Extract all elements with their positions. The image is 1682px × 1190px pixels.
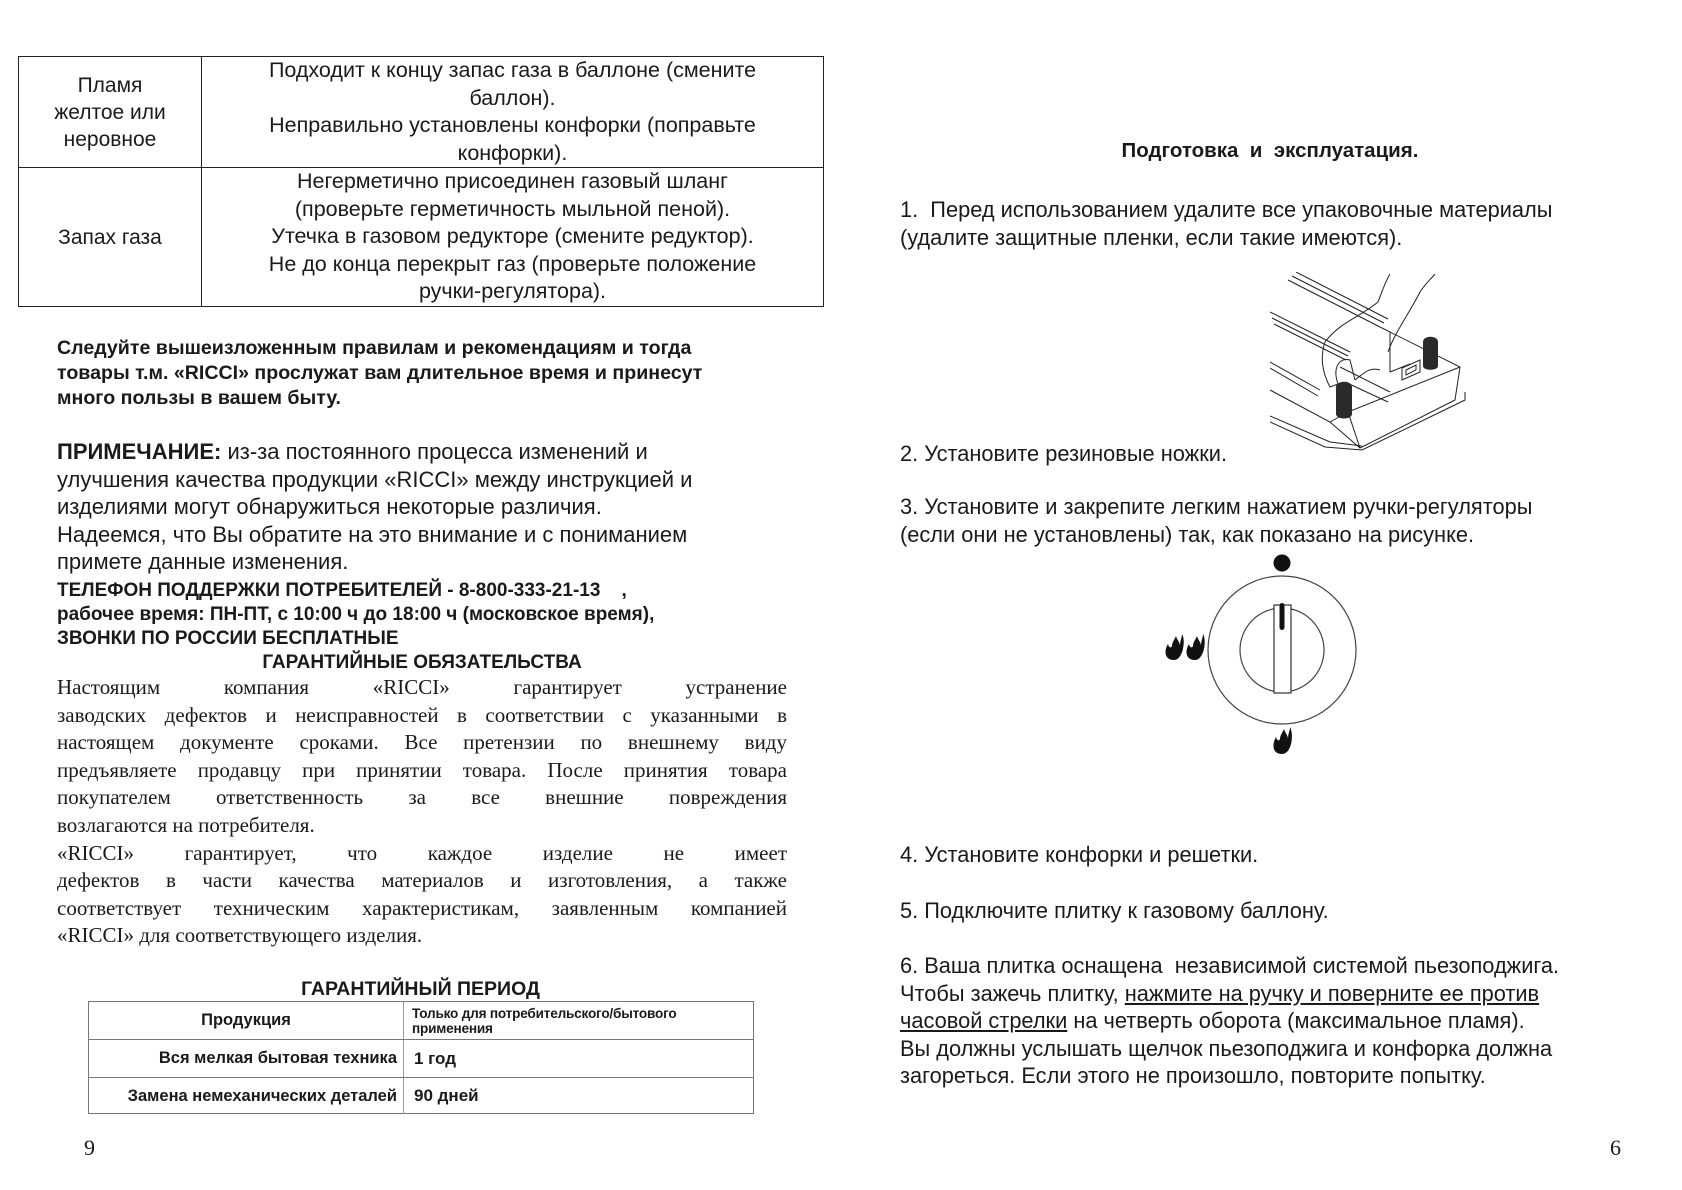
table-row — [19, 57, 823, 168]
support-hours: рабочее время: ПН-ПТ, с 10:00 ч до 18:00 ч (московское время), — [57, 604, 655, 625]
text-line: 1. Перед использованием удалите все упаковочные материалы — [900, 197, 1553, 222]
text-line: много пользы в вашем быту. — [57, 387, 341, 409]
notice-text: из-за постоянного процесса изменений и — [221, 439, 648, 464]
text-plain: на четверть оборота (максимальное пламя). — [1067, 1008, 1525, 1033]
column-header: Только для потребительского/бытового применения — [412, 1005, 677, 1036]
text-line — [57, 438, 817, 466]
troubleshooting-table — [18, 56, 824, 307]
text-line: улучшения качества продукции «RICCI» между инструкцией и — [57, 466, 693, 492]
cell-line: Негерметично присоединен газовый шланг — [297, 169, 728, 194]
table-row — [19, 168, 823, 306]
text-line: настоящем документе сроками. Все претензии по внешнему виду — [57, 730, 787, 755]
text-emphasis: нажмите на ручку и поверните ее против — [1124, 980, 1540, 1006]
notice-paragraph — [57, 438, 817, 576]
step-3 — [900, 493, 1670, 548]
cell-line: неровное — [63, 127, 157, 151]
warranty-paragraph-2 — [57, 840, 787, 950]
cause-cell — [202, 168, 823, 306]
text-line: (если они не установлены) так, как показано на рисунке. — [900, 521, 1475, 547]
support-free-calls: ЗВОНКИ ПО РОССИИ БЕСПЛАТНЫЕ — [57, 628, 399, 649]
problem-cell — [19, 57, 202, 167]
warranty-heading: ГАРАНТИЙНЫЕ ОБЯЗАТЕЛЬСТВА — [262, 652, 582, 673]
support-info — [57, 579, 817, 651]
knob-diagram — [1150, 550, 1430, 770]
period-cell: 90 дней — [414, 1086, 479, 1105]
cell-line: Запах газа — [58, 225, 162, 249]
step-5: 5. Подключите плитку к газовому баллону. — [900, 898, 1329, 923]
text-line: заводских дефектов и неисправностей в соответствии с указанными в — [57, 702, 787, 727]
dot-icon — [1274, 555, 1291, 572]
step-2: 2. Установите резиновые ножки. — [900, 441, 1227, 466]
text-line: 3. Установите и закрепите легким нажатием ручки-регуляторы — [900, 494, 1533, 519]
product-cell: Замена немеханических деталей — [89, 1078, 404, 1114]
text-line: загореться. Если этого не произошло, повторите попытку. — [900, 1063, 1486, 1088]
cell-line: Пламя — [77, 73, 143, 97]
cause-cell — [202, 57, 823, 167]
step-4: 4. Установите конфорки и решетки. — [900, 842, 1259, 867]
table-row — [89, 1040, 753, 1078]
text-line: 6. Ваша плитка оснащена независимой системой пьезоподжига. — [900, 953, 1560, 978]
cell-line: Утечка в газовом редукторе (смените редуктор). — [271, 224, 754, 249]
table-header-row — [89, 1002, 753, 1040]
text-line: Вы должны услышать щелчок пьезоподжига и конфорка должна — [900, 1035, 1553, 1061]
text-emphasis: часовой стрелки — [900, 1008, 1068, 1033]
warranty-text — [57, 674, 787, 950]
warranty-period-title: ГАРАНТИЙНЫЙ ПЕРИОД — [301, 978, 540, 1000]
text-line: покупателем ответственность за все внешние повреждения — [57, 785, 787, 810]
period-cell: 1 год — [414, 1048, 456, 1068]
page-number-left: 9 — [84, 1135, 95, 1160]
text-line: Настоящим компания «RICCI» гарантирует устранение — [57, 675, 787, 699]
cell-line: Подходит к концу запас газа в баллоне (смените — [268, 58, 757, 82]
table-row — [89, 1078, 753, 1114]
text-line: дефектов в части качества материалов и изготовления, а также — [57, 868, 787, 893]
text-line: Следуйте вышеизложенным правилам и рекомендациям и тогда — [57, 337, 692, 359]
cell-line: (проверьте герметичность мыльной пеной). — [294, 196, 731, 221]
cell-line: Не до конца перекрыт газ (проверьте положение — [268, 251, 757, 276]
text-line: изделиями могут обнаружиться некоторые различия. — [57, 494, 602, 519]
section-title: Подготовка и эксплуатация. — [1121, 139, 1419, 162]
recommendation-note — [57, 336, 797, 411]
text-line: товары т.м. «RICCI» прослужат вам длительное время и принесут — [57, 362, 703, 384]
cell-line: баллон). — [469, 85, 556, 110]
stove-feet-installation-icon — [1270, 272, 1470, 452]
support-phone: ТЕЛЕФОН ПОДДЕРЖКИ ПОТРЕБИТЕЛЕЙ - 8-800-333-21-13 , — [57, 580, 627, 601]
text-line: «RICCI» гарантирует, что каждое изделие не имеет — [57, 840, 787, 865]
cell-line: ручки-регулятора). — [418, 279, 607, 304]
cell-line: желтое или — [54, 100, 166, 124]
text-line: «RICCI» для соответствующего изделия. — [57, 923, 423, 948]
text-line: примете данные изменения. — [57, 549, 349, 574]
text-line: Надеемся, что Вы обратите на это внимание и с пониманием — [57, 521, 688, 547]
page-number-right: 6 — [1610, 1135, 1621, 1160]
text-plain: Чтобы зажечь плитку, — [900, 980, 1125, 1006]
step-1 — [900, 196, 1670, 251]
text-line — [900, 1007, 1670, 1035]
warranty-period-table — [88, 1001, 754, 1114]
product-cell: Вся мелкая бытовая техника — [89, 1040, 404, 1077]
cell-line: Неправильно установлены конфорки (поправьте — [269, 113, 756, 137]
single-flame-icon — [1274, 727, 1292, 754]
text-line: предъявляете продавцу при принятии товара. После принятия товара — [57, 757, 787, 782]
text-line — [900, 980, 1670, 1008]
step-6 — [900, 952, 1670, 1090]
column-header: Продукция — [89, 1002, 404, 1039]
text-line: (удалите защитные пленки, если такие имеются). — [900, 224, 1403, 250]
notice-label: ПРИМЕЧАНИЕ: — [57, 439, 222, 464]
double-flame-icon — [1166, 634, 1205, 660]
text-line: соответствует техническим характеристикам, заявленным компанией — [57, 895, 787, 920]
cell-line: конфорки). — [457, 140, 568, 165]
warranty-paragraph-1 — [57, 674, 787, 840]
text-line: возлагаются на потребителя. — [57, 812, 315, 837]
problem-cell — [19, 168, 202, 306]
